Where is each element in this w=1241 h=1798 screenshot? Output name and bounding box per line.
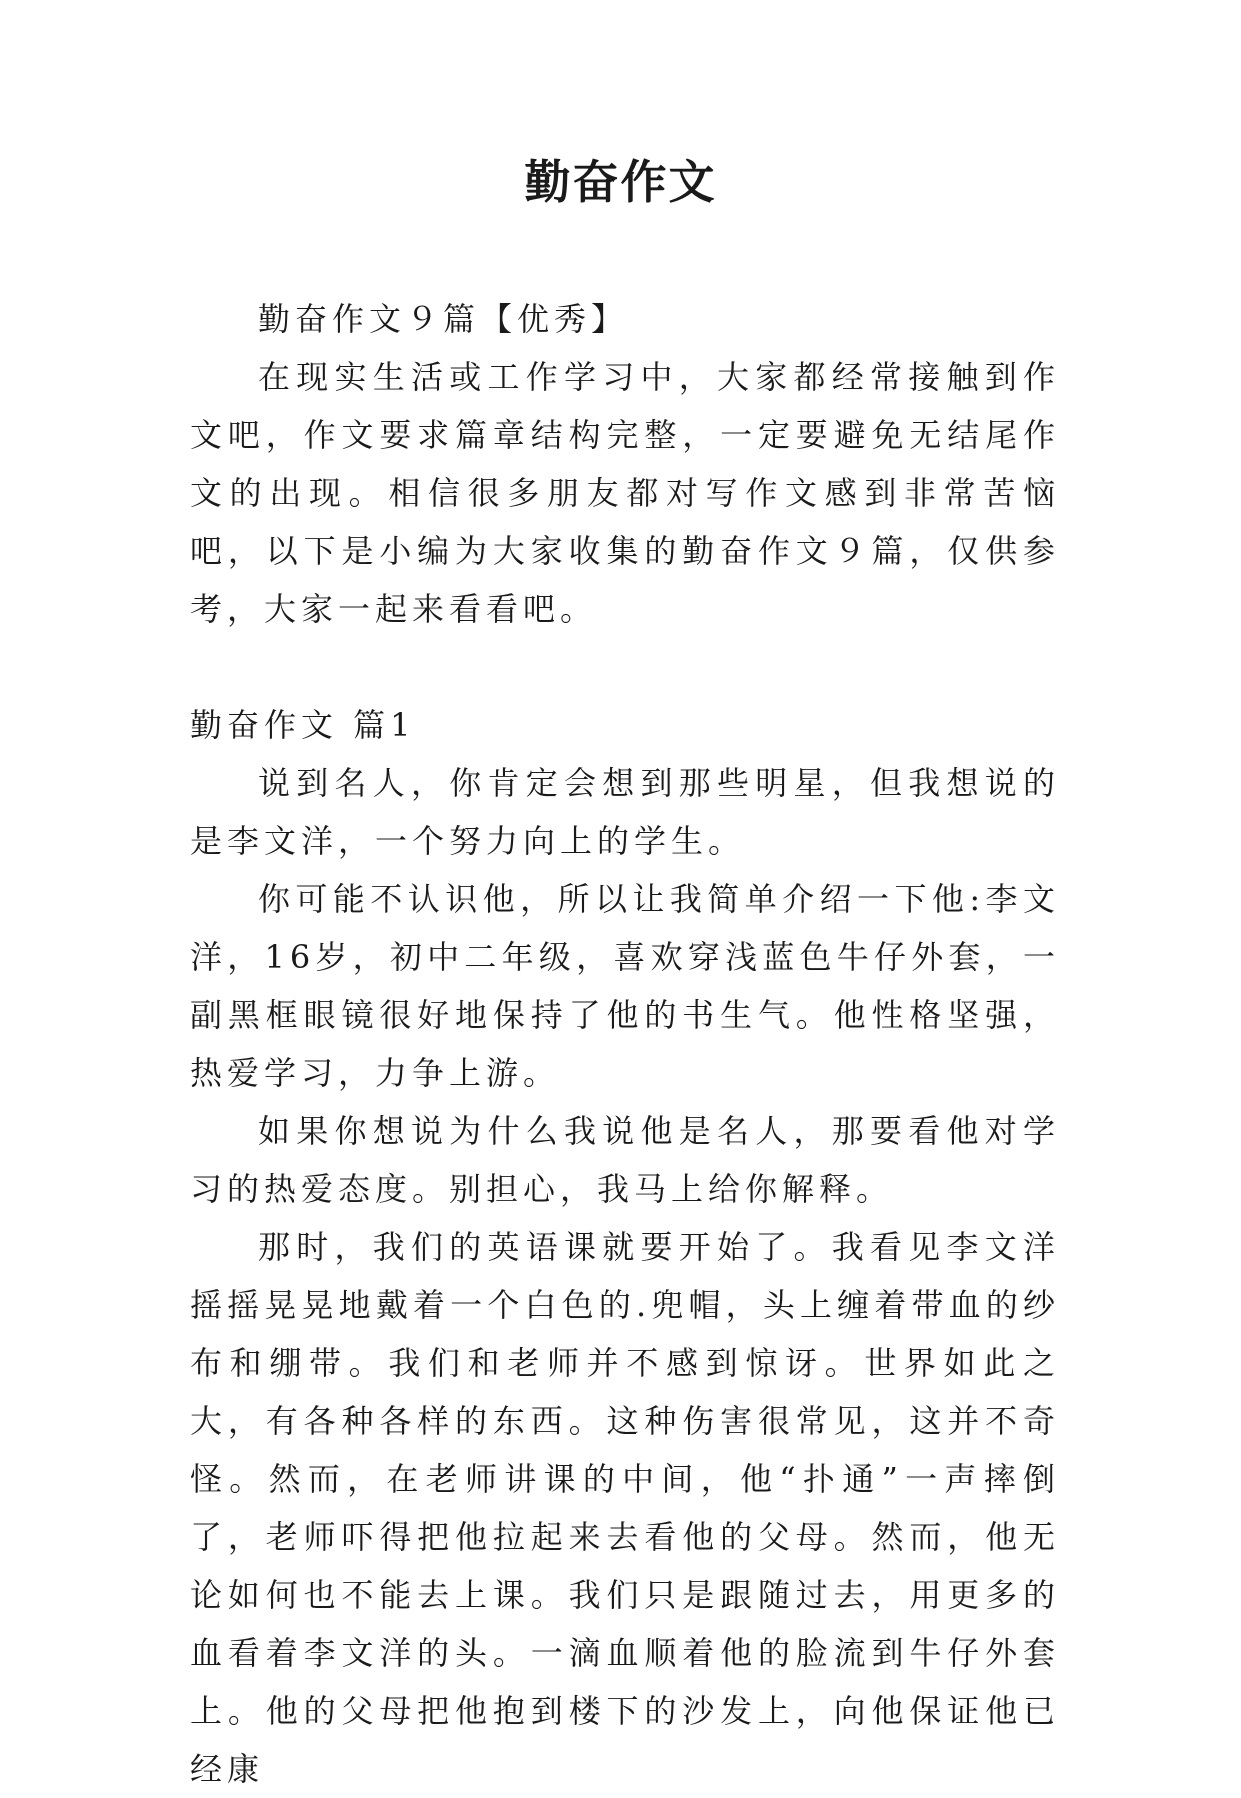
document-title: 勤奋作文 — [524, 155, 717, 209]
section-heading: 勤奋作文 篇1 — [190, 706, 416, 744]
paragraph: 如果你想说为什么我说他是名人，那要看他对学习的热爱态度。别担心，我马上给你解释。 — [190, 1112, 1060, 1208]
paragraph: 你可能不认识他，所以让我简单介绍一下他:李文洋，16岁，初中二年级，喜欢穿浅蓝色牛仔外套，一副黑框眼镜很好地保持了他的书生气。他性格坚强，热爱学习，力争上游。 — [190, 880, 1060, 1092]
paragraph: 那时，我们的英语课就要开始了。我看见李文洋摇摇晃晃地戴着一个白色的.兜帽，头上缠着带血的纱布和绷带。我们和老师并不感到惊讶。世界如此之大，有各种各样的东西。这种伤害很常见，这并不奇怪。然而，在老师讲课的中间，他“扑通”一声摔倒了，老师吓得把他拉起来去看他的父母。然而，他无论如何也不能去上课。我们只是跟随过去，用更多的血看着李文洋的头。一滴血顺着他的脸流到牛仔外套上。他的父母把他抱到楼下的沙发上，向他保证他已经康 — [190, 1228, 1060, 1788]
document-subtitle: 勤奋作文９篇【优秀】 — [258, 300, 629, 338]
paragraph: 说到名人，你肯定会想到那些明星，但我想说的是李文洋，一个努力向上的学生。 — [190, 764, 1060, 860]
intro-paragraph: 在现实生活或工作学习中，大家都经常接触到作文吧，作文要求篇章结构完整，一定要避免无结尾作文的出现。相信很多朋友都对写作文感到非常苦恼吧，以下是小编为大家收集的勤奋作文９篇，仅供参考，大家一起来看看吧。 — [190, 358, 1060, 628]
document-body — [190, 290, 1060, 1798]
